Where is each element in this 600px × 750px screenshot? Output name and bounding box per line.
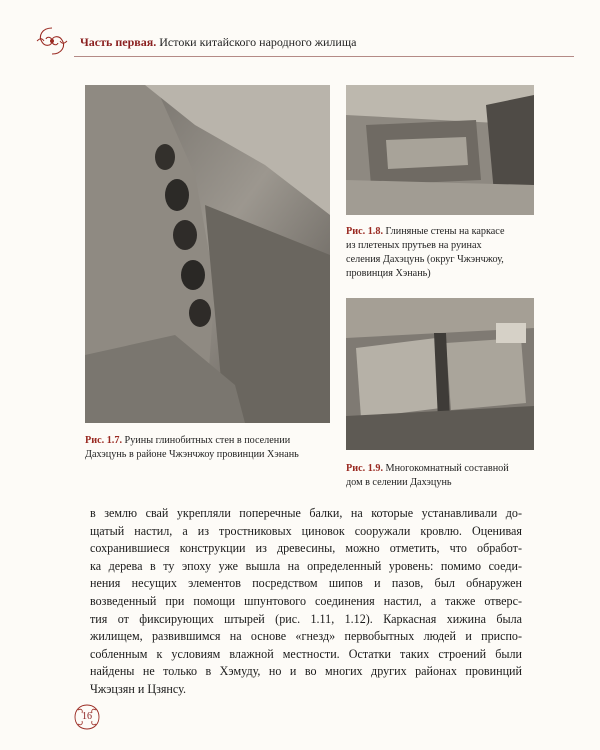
figure-1-7-caption bbox=[85, 434, 335, 462]
figure-1-7-caption-line-2: Дахэцунь в районе Чжэнчжоу провинции Хэнань bbox=[85, 449, 299, 460]
body-line: найдены не только в Хэмуду, но и во многих других районах провинций bbox=[90, 664, 522, 679]
body-line: нения несущих элементов посредством шипов и пазов, был обнаружен bbox=[90, 576, 522, 591]
body-paragraph bbox=[90, 505, 522, 699]
header-part-label: Часть первая. bbox=[80, 35, 157, 49]
figure-1-9-caption-line-1: Многокомнатный составной bbox=[385, 463, 509, 474]
floral-scroll-icon bbox=[34, 24, 70, 58]
figure-1-7-photo bbox=[85, 85, 330, 423]
body-line: жилищем, развившимся на основе «гнезд» первобытных людей и приспо- bbox=[90, 629, 522, 644]
figure-1-8-photo bbox=[346, 85, 534, 215]
body-line: тия от фиксирующих штырей (рис. 1.11, 1.12). Каркасная хижина была bbox=[90, 611, 522, 626]
page-number-text: 16 bbox=[82, 711, 92, 722]
figure-1-8-caption-line-1: Глиняные стены на каркасе bbox=[385, 226, 505, 237]
figure-1-9-caption-line-2: дом в селении Дахэцунь bbox=[346, 477, 452, 488]
running-header bbox=[34, 22, 574, 62]
figure-1-9-photo bbox=[346, 298, 534, 450]
body-line: сохранившиеся конструкции из древесины, можно отметить, что обработ- bbox=[90, 541, 522, 556]
figure-1-8-caption-line-2: из плетеных прутьев на руинах bbox=[346, 240, 482, 251]
header-chapter-title: Истоки китайского народного жилища bbox=[159, 35, 357, 49]
figure-1-7-caption-line-1: Руины глинобитных стен в поселении bbox=[124, 435, 291, 446]
body-line: ка дерева в ту эпоху уже вышла на определенный уровень: помимо соеди- bbox=[90, 558, 522, 573]
figure-1-8-label: Рис. 1.8. bbox=[346, 226, 383, 237]
figure-1-7-label: Рис. 1.7. bbox=[85, 435, 122, 446]
body-line: щатый настил, а из тростниковых циновок сооружали кровлю. Оценивая bbox=[90, 523, 522, 538]
figure-1-9-label: Рис. 1.9. bbox=[346, 463, 383, 474]
figure-1-8-caption-line-4: провинция Хэнань) bbox=[346, 268, 431, 279]
figure-1-9-caption bbox=[346, 462, 546, 490]
header-divider bbox=[74, 56, 574, 57]
header-text bbox=[80, 35, 356, 50]
page-number bbox=[74, 704, 100, 730]
body-line: в землю свай укрепляли поперечные балки, на которые устанавливали до- bbox=[90, 506, 522, 520]
figure-1-8-caption bbox=[346, 225, 546, 281]
body-line: возведенный при помощи шпунтового соединения настил, а также отверс- bbox=[90, 593, 522, 608]
figure-1-8-caption-line-3: селения Дахэцунь (округ Чжэнчжоу, bbox=[346, 254, 504, 265]
body-line: собленным к условиям влажной местности. Остатки таких строений были bbox=[90, 646, 522, 661]
body-line: Чжэцзян и Цзянсу. bbox=[90, 681, 186, 696]
